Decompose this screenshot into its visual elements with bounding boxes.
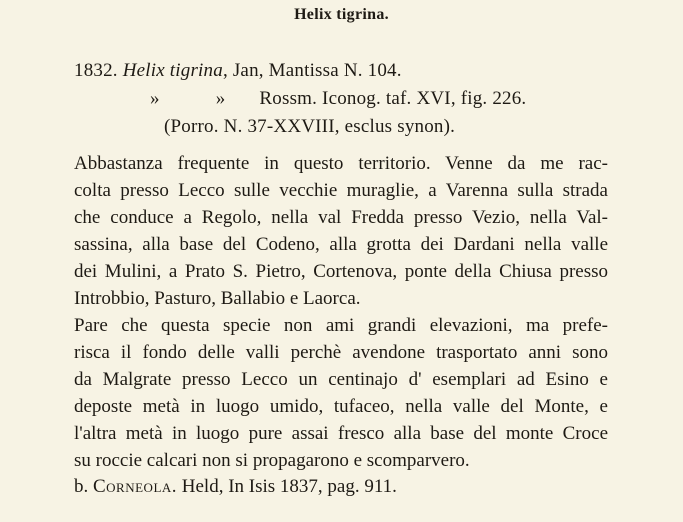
text-line: Abbastanza frequente in questo territorio. Venne da me rac-: [74, 153, 608, 174]
text-line: risca il fondo delle valli perchè avendone trasportato anni sono: [74, 342, 608, 363]
synonymy-citation-2: Rossm. Iconog. taf. XVI, fig. 226.: [259, 88, 527, 109]
text-line: su roccie calcari non si propagarono e scomparvero.: [74, 450, 470, 471]
synonymy-citation-1: , Jan, Mantissa N. 104.: [222, 60, 402, 81]
text-line: l'altra metà in luogo pure assai fresco alla base del monte Croce: [74, 423, 608, 444]
synonymy-line-1: [74, 60, 402, 82]
synonymy-year: 1832.: [74, 60, 118, 81]
variety-line: [74, 476, 397, 498]
ditto-mark: »: [215, 88, 226, 109]
text-line: da Malgrate presso Lecco un centinajo d' esemplari ad Esino e: [74, 369, 608, 390]
text-line: sassina, alla base del Codeno, alla grotta dei Dardani nella valle: [74, 234, 608, 255]
text-line: Pare che questa specie non ami grandi elevazioni, ma prefe-: [74, 315, 608, 336]
text-line: che conduce a Regolo, nella val Fredda presso Vezio, nella Val-: [74, 207, 608, 228]
paragraph-2: [74, 312, 608, 474]
species-heading: Helix tigrina.: [294, 6, 389, 23]
variety-prefix: b.: [74, 476, 89, 497]
text-line: dei Mulini, a Prato S. Pietro, Cortenova, ponte della Chiusa presso: [74, 261, 608, 282]
text-line: deposte metà in luogo umido, tufaceo, nella valle del Monte, e: [74, 396, 608, 417]
paragraph-1: [74, 150, 608, 312]
variety-citation: Held, In Isis 1837, pag. 911.: [181, 476, 397, 497]
synonymy-line-3: (Porro. N. 37-XXVIII, esclus synon).: [164, 116, 456, 137]
text-line: Introbbio, Pasturo, Ballabio e Laorca.: [74, 288, 361, 309]
text-line: colta presso Lecco sulle vecchie muraglie, a Varenna sulla strada: [74, 180, 608, 201]
variety-name: Corneola.: [93, 476, 178, 497]
synonymy-line-2: [150, 88, 526, 110]
ditto-mark: »: [150, 88, 160, 109]
synonymy-species-name: Helix tigrina: [122, 60, 223, 81]
